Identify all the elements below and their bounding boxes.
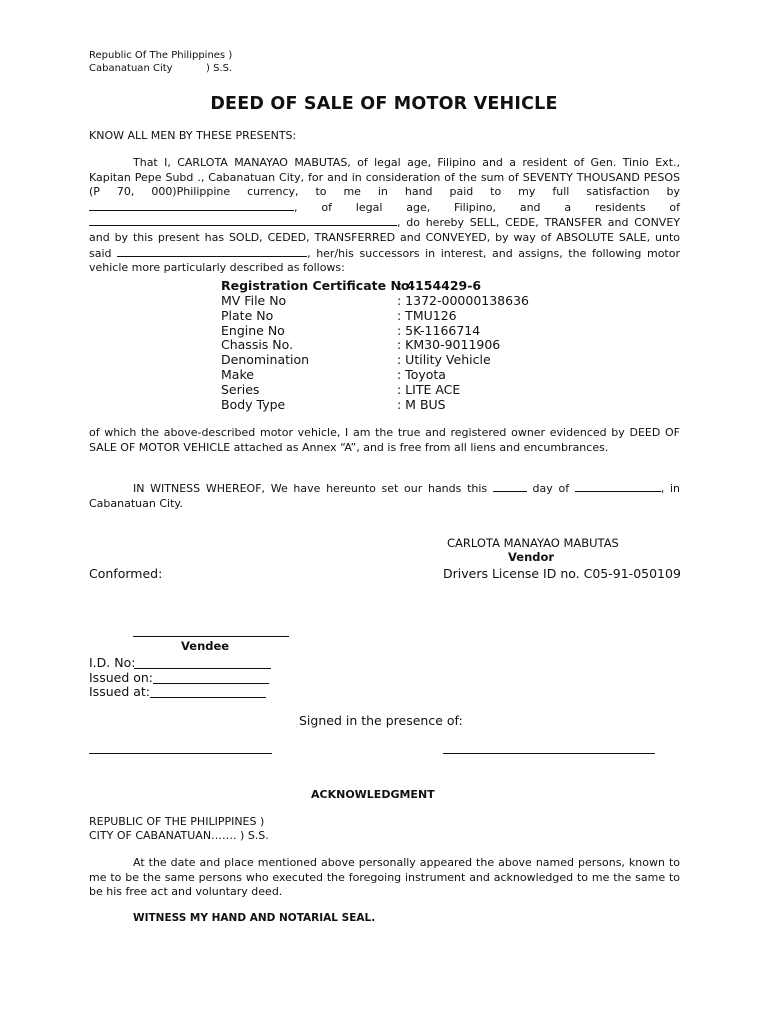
ack-body: At the date and place mentioned above personally appeared the above named persons, known to me to be the same persons who executed the foregoing instrument and acknowledged to me the same to be his free act and voluntary deed. [89, 856, 680, 899]
ack-republic: REPUBLIC OF THE PHILIPPINES ) [89, 815, 265, 828]
header-ss: ) S.S. [206, 63, 233, 74]
ack-seal: WITNESS MY HAND AND NOTARIAL SEAL. [133, 912, 376, 924]
month-blank [575, 481, 661, 492]
signed-presence: Signed in the presence of: [299, 713, 463, 728]
mv-file-value: : 1372-00000138636 [397, 293, 529, 308]
witness-paragraph [89, 481, 680, 511]
engine-label: Engine No [221, 323, 285, 338]
buyer-name-blank-2 [117, 246, 307, 257]
series-value: : LITE ACE [397, 382, 461, 397]
denomination-value: : Utility Vehicle [397, 352, 491, 367]
vendee-role: Vendee [181, 639, 230, 653]
mv-file-label: MV File No [221, 293, 287, 308]
day-blank [493, 481, 527, 492]
intro-text: KNOW ALL MEN BY THESE PRESENTS: [89, 129, 297, 142]
chassis-label: Chassis No. [221, 337, 294, 352]
body-type-value: : M BUS [397, 397, 446, 412]
ownership-paragraph: of which the above-described motor vehicle, I am the true and registered owner evidenced by DEED OF SALE OF MOTOR VEHICLE attached as Annex “A”, and is free from all liens and encumbrances. [89, 426, 680, 454]
sale-paragraph [89, 156, 680, 276]
vendee-signature-line [133, 636, 289, 637]
sale-paragraph-part1: That I, CARLOTA MANAYAO MABUTAS, of legal age, Filipino and a resident of Gen. Tinio Ext., Kapitan Pepe Subd ., Cabanatuan City, for and in consideration of the sum of SEVENTY THOUSAND PESOS (P 70, 000)Philippine currency, to me in hand paid to my full satisfaction by [89, 156, 680, 199]
header-republic: Republic Of The Philippines ) [89, 50, 233, 61]
series-label: Series [221, 382, 260, 397]
sale-paragraph-part3: , do hereby SELL, CEDE, TRANSFER and CONVEY and by this present has SOLD, CEDED, TRANSFERRED and CONVEYED, by way of ABSOLUTE SALE, unto said [89, 216, 680, 260]
vendee-id-blank [134, 668, 271, 669]
document-title: DEED OF SALE OF MOTOR VEHICLE [210, 94, 558, 114]
vendee-issued-at-label: Issued at: [89, 684, 151, 699]
header-city: Cabanatuan City [89, 63, 173, 74]
vendee-id-label: I.D. No: [89, 655, 136, 670]
plate-value: : TMU126 [397, 308, 457, 323]
vendee-issued-at-blank [150, 697, 266, 698]
acknowledgment-title: ACKNOWLEDGMENT [311, 788, 435, 801]
vendor-name: CARLOTA MANAYAO MABUTAS [447, 536, 619, 550]
body-type-label: Body Type [221, 397, 286, 412]
denomination-label: Denomination [221, 352, 310, 367]
witness-part2: day of [532, 482, 570, 495]
sale-paragraph-part4: , her/his successors in interest, and assigns, the following motor vehicle more particularly described as follows: [89, 246, 680, 275]
vendee-issued-on-label: Issued on: [89, 670, 154, 685]
vendee-issued-on-blank [153, 683, 269, 684]
engine-value: : 5K-1166714 [397, 323, 481, 338]
reg-cert-label: Registration Certificate No [221, 278, 410, 293]
chassis-value: : KM30-9011906 [397, 337, 501, 352]
witness-part1: IN WITNESS WHEREOF, We have hereunto set our hands this [133, 482, 488, 495]
buyer-address-blank [89, 215, 397, 226]
conformed-label: Conformed: [89, 566, 163, 581]
witness1-signature-line [89, 753, 272, 754]
vendor-role: Vendor [508, 550, 555, 564]
plate-label: Plate No [221, 308, 274, 323]
witness2-signature-line [443, 753, 655, 754]
make-value: : Toyota [397, 367, 446, 382]
ack-city: CITY OF CABANATUAN……. ) S.S. [89, 829, 269, 842]
witness-part3: , in Cabanatuan City. [89, 482, 680, 510]
make-label: Make [221, 367, 254, 382]
sale-paragraph-part2: , of legal age, Filipino, and a residents of [294, 200, 680, 214]
vendor-license: Drivers License ID no. C05-91-050109 [443, 566, 681, 581]
buyer-name-blank [89, 200, 294, 211]
reg-cert-value: : 4154429-6 [397, 278, 482, 293]
